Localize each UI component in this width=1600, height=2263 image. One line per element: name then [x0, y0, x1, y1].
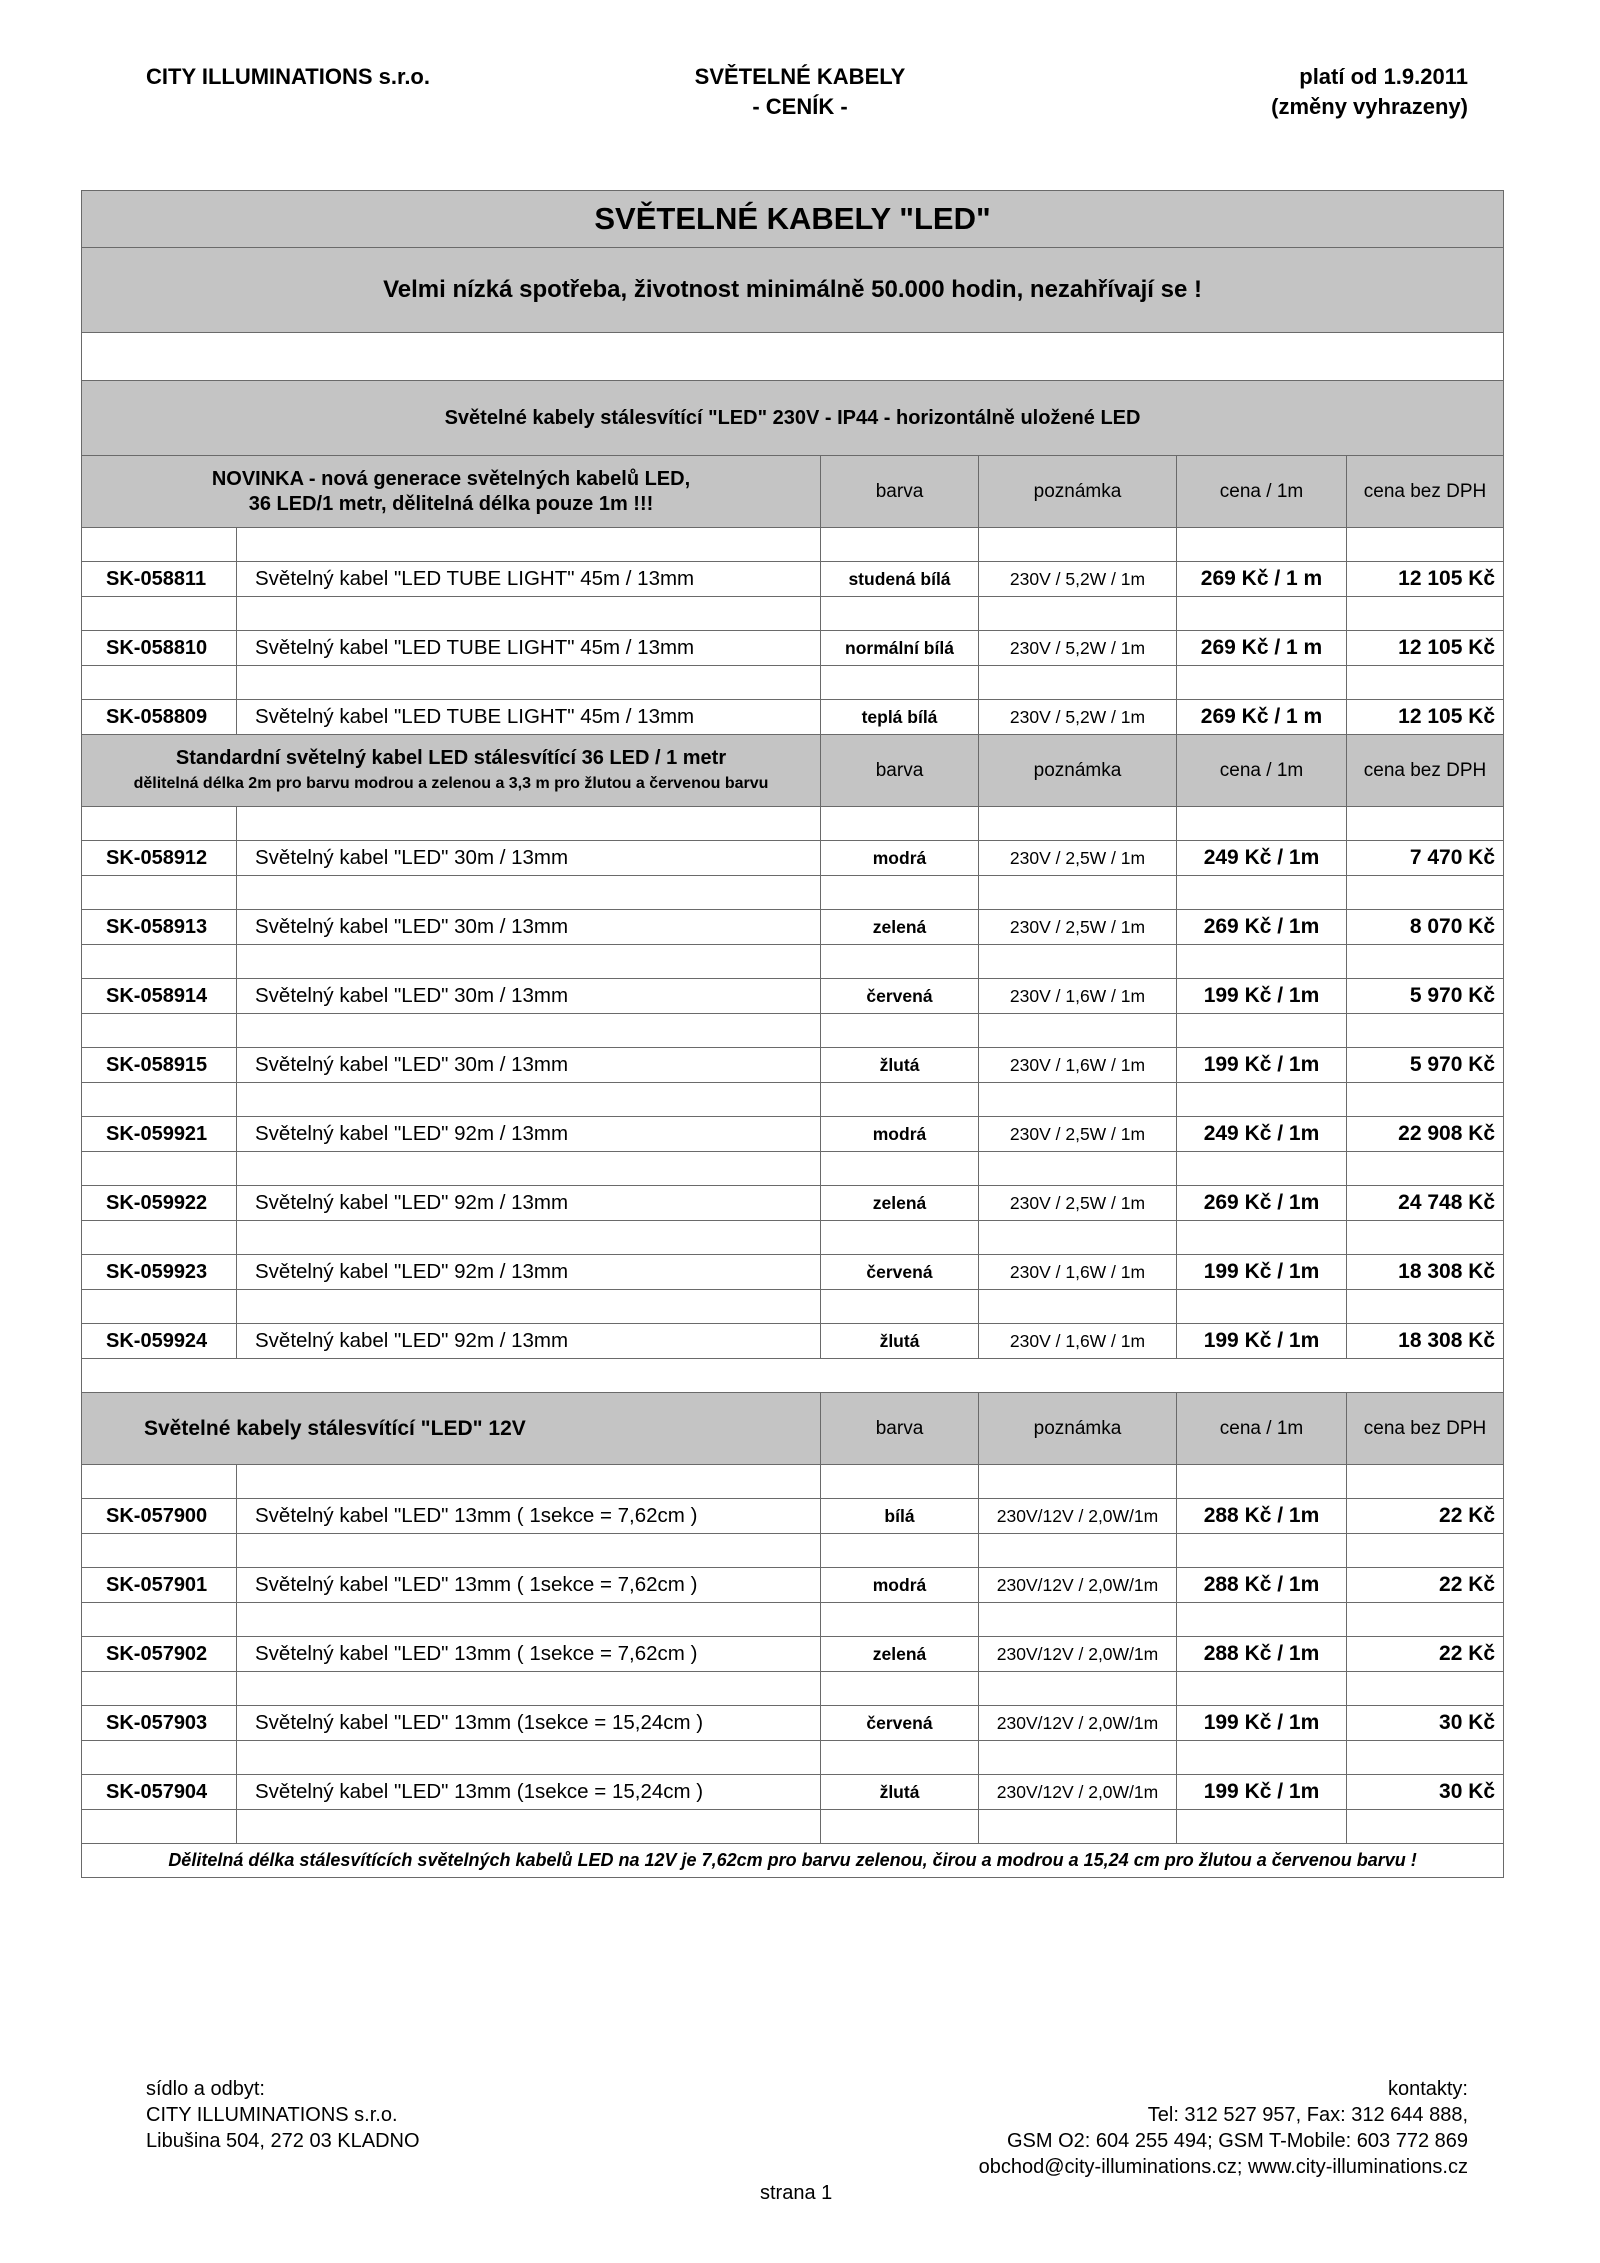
spacer-cell [1177, 1152, 1347, 1186]
section-description-line2: dělitelná délka 2m pro barvu modrou a zelenou a 3,3 m pro žlutou a červenou barvu [133, 774, 769, 792]
table-row [82, 1324, 1504, 1359]
product-code: SK-058809 [82, 700, 237, 735]
spacer-cell [979, 1741, 1177, 1775]
spacer-cell [82, 1465, 237, 1499]
spacer-cell [82, 1534, 237, 1568]
spacer-cell [821, 1534, 979, 1568]
spacer-cell [821, 1152, 979, 1186]
blank-row [82, 1359, 1504, 1393]
spacer-cell [237, 1221, 821, 1255]
product-name: Světelný kabel "LED" 92m / 13mm [237, 1255, 821, 1290]
spacer-cell [979, 528, 1177, 562]
product-name: Světelný kabel "LED" 92m / 13mm [237, 1117, 821, 1152]
table-row [82, 979, 1504, 1014]
product-price: 288 Kč / 1m [1177, 1499, 1347, 1534]
spacer-cell [1177, 1603, 1347, 1637]
spacer-cell [1177, 1810, 1347, 1844]
spacer-row [82, 1152, 1504, 1186]
product-total: 5 970 Kč [1347, 1048, 1504, 1083]
table-row [82, 1775, 1504, 1810]
product-color: červená [821, 1255, 979, 1290]
product-code: SK-058913 [82, 910, 237, 945]
product-color: teplá bílá [821, 700, 979, 735]
product-color: modrá [821, 841, 979, 876]
product-name: Světelný kabel "LED" 13mm (1sekce = 15,24cm ) [237, 1775, 821, 1810]
product-total: 22 Kč [1347, 1568, 1504, 1603]
spacer-cell [237, 1465, 821, 1499]
document-title [600, 62, 1000, 122]
spacer-cell [979, 1810, 1177, 1844]
group-title-row [82, 381, 1504, 456]
table-footnote: Dělitelná délka stálesvítících světelných kabelů LED na 12V je 7,62cm pro barvu zelenou, čirou a modrou a 15,24 cm pro žlutou a červenou barvu ! [82, 1844, 1504, 1878]
spacer-cell [1347, 1083, 1504, 1117]
spacer-cell [82, 597, 237, 631]
spacer-cell [1347, 945, 1504, 979]
spacer-cell [1347, 1810, 1504, 1844]
product-price: 269 Kč / 1 m [1177, 631, 1347, 666]
product-name: Světelný kabel "LED" 30m / 13mm [237, 910, 821, 945]
column-header-total: cena bez DPH [1347, 1393, 1504, 1465]
table-title-row [82, 191, 1504, 248]
spacer-cell [979, 1290, 1177, 1324]
product-price: 249 Kč / 1m [1177, 841, 1347, 876]
table-subtitle: Velmi nízká spotřeba, životnost minimálně 50.000 hodin, nezahřívají se ! [82, 248, 1504, 333]
spacer-row [82, 876, 1504, 910]
spacer-cell [1347, 1534, 1504, 1568]
product-note: 230V/12V / 2,0W/1m [979, 1775, 1177, 1810]
product-price: 199 Kč / 1m [1177, 979, 1347, 1014]
product-total: 7 470 Kč [1347, 841, 1504, 876]
table-row [82, 1637, 1504, 1672]
section-description [82, 456, 821, 528]
product-code: SK-057902 [82, 1637, 237, 1672]
product-note: 230V / 1,6W / 1m [979, 1255, 1177, 1290]
spacer-cell [1177, 1221, 1347, 1255]
product-name: Světelný kabel "LED" 13mm ( 1sekce = 7,62cm ) [237, 1499, 821, 1534]
table-row [82, 631, 1504, 666]
blank-cell [82, 1359, 1504, 1393]
product-price: 199 Kč / 1m [1177, 1775, 1347, 1810]
product-color: zelená [821, 1637, 979, 1672]
spacer-cell [1347, 1152, 1504, 1186]
spacer-cell [821, 1014, 979, 1048]
product-price: 199 Kč / 1m [1177, 1255, 1347, 1290]
spacer-cell [1347, 1014, 1504, 1048]
product-code: SK-058915 [82, 1048, 237, 1083]
column-header-note: poznámka [979, 1393, 1177, 1465]
product-color: modrá [821, 1568, 979, 1603]
table-row [82, 700, 1504, 735]
table-row [82, 1117, 1504, 1152]
spacer-cell [979, 1221, 1177, 1255]
spacer-cell [821, 1603, 979, 1637]
spacer-row [82, 1741, 1504, 1775]
product-note: 230V / 2,5W / 1m [979, 1117, 1177, 1152]
footer-gsm: GSM O2: 604 255 494; GSM T-Mobile: 603 772 869 [1006, 2130, 1468, 2152]
section-description [82, 1393, 821, 1465]
column-header-color: barva [821, 1393, 979, 1465]
product-code: SK-059921 [82, 1117, 237, 1152]
table-row [82, 841, 1504, 876]
column-header-price: cena / 1m [1177, 735, 1347, 807]
document-subtitle-line: - CENÍK - [752, 94, 848, 119]
table-row [82, 1568, 1504, 1603]
product-total: 30 Kč [1347, 1706, 1504, 1741]
valid-from: platí od 1.9.2011 [1299, 64, 1468, 89]
product-price: 288 Kč / 1m [1177, 1637, 1347, 1672]
footer-company: CITY ILLUMINATIONS s.r.o. [146, 2104, 398, 2126]
footer-address [146, 2076, 420, 2154]
column-header-color: barva [821, 456, 979, 528]
product-price: 269 Kč / 1 m [1177, 562, 1347, 597]
spacer-cell [821, 666, 979, 700]
spacer-cell [979, 1672, 1177, 1706]
spacer-cell [1177, 1672, 1347, 1706]
spacer-cell [821, 1465, 979, 1499]
table-row [82, 562, 1504, 597]
spacer-cell [1177, 597, 1347, 631]
spacer-cell [821, 945, 979, 979]
spacer-cell [821, 876, 979, 910]
product-price: 199 Kč / 1m [1177, 1324, 1347, 1359]
spacer-cell [1177, 1014, 1347, 1048]
column-header-note: poznámka [979, 456, 1177, 528]
product-name: Světelný kabel "LED TUBE LIGHT" 45m / 13mm [237, 700, 821, 735]
product-note: 230V / 2,5W / 1m [979, 841, 1177, 876]
column-header-note: poznámka [979, 735, 1177, 807]
spacer-cell [237, 945, 821, 979]
spacer-row [82, 1534, 1504, 1568]
spacer-cell [1177, 807, 1347, 841]
spacer-cell [821, 597, 979, 631]
product-total: 18 308 Kč [1347, 1324, 1504, 1359]
spacer-row [82, 666, 1504, 700]
product-price: 269 Kč / 1 m [1177, 700, 1347, 735]
spacer-cell [237, 1290, 821, 1324]
spacer-cell [1347, 1672, 1504, 1706]
section-description-line1: NOVINKA - nová generace světelných kabelů LED, [211, 467, 691, 490]
product-color: červená [821, 1706, 979, 1741]
product-price: 269 Kč / 1m [1177, 910, 1347, 945]
spacer-cell [82, 1221, 237, 1255]
spacer-cell [979, 1534, 1177, 1568]
product-name: Světelný kabel "LED" 92m / 13mm [237, 1324, 821, 1359]
price-list-body [82, 191, 1504, 1878]
table-row [82, 1499, 1504, 1534]
product-note: 230V/12V / 2,0W/1m [979, 1706, 1177, 1741]
spacer-cell [237, 1741, 821, 1775]
spacer-cell [1177, 1465, 1347, 1499]
spacer-cell [821, 1290, 979, 1324]
spacer-cell [1177, 1534, 1347, 1568]
document-title-line: SVĚTELNÉ KABELY [694, 64, 906, 89]
spacer-row [82, 807, 1504, 841]
product-note: 230V / 5,2W / 1m [979, 562, 1177, 597]
spacer-cell [82, 666, 237, 700]
product-total: 22 Kč [1347, 1637, 1504, 1672]
product-total: 12 105 Kč [1347, 631, 1504, 666]
spacer-row [82, 1290, 1504, 1324]
spacer-cell [237, 1534, 821, 1568]
product-color: červená [821, 979, 979, 1014]
spacer-row [82, 1221, 1504, 1255]
footnote-row [82, 1844, 1504, 1878]
table-subtitle-row [82, 248, 1504, 333]
spacer-cell [82, 1290, 237, 1324]
spacer-cell [1347, 597, 1504, 631]
product-name: Světelný kabel "LED TUBE LIGHT" 45m / 13mm [237, 562, 821, 597]
table-row [82, 1186, 1504, 1221]
spacer-cell [82, 1810, 237, 1844]
table-title: SVĚTELNÉ KABELY "LED" [82, 191, 1504, 248]
product-color: normální bílá [821, 631, 979, 666]
blank-row [82, 333, 1504, 381]
product-total: 22 Kč [1347, 1499, 1504, 1534]
product-code: SK-059924 [82, 1324, 237, 1359]
price-list-table [81, 190, 1504, 1878]
product-code: SK-057900 [82, 1499, 237, 1534]
product-name: Světelný kabel "LED" 13mm (1sekce = 15,24cm ) [237, 1706, 821, 1741]
product-price: 288 Kč / 1m [1177, 1568, 1347, 1603]
column-header-color: barva [821, 735, 979, 807]
spacer-cell [979, 1083, 1177, 1117]
footer-street: Libušina 504, 272 03 KLADNO [146, 2130, 420, 2152]
spacer-cell [1347, 666, 1504, 700]
product-note: 230V / 2,5W / 1m [979, 910, 1177, 945]
product-code: SK-059923 [82, 1255, 237, 1290]
product-total: 8 070 Kč [1347, 910, 1504, 945]
spacer-cell [82, 1014, 237, 1048]
spacer-cell [1347, 1290, 1504, 1324]
product-total: 30 Kč [1347, 1775, 1504, 1810]
product-total: 12 105 Kč [1347, 700, 1504, 735]
product-color: zelená [821, 1186, 979, 1221]
spacer-cell [979, 1152, 1177, 1186]
column-header-total: cena bez DPH [1347, 456, 1504, 528]
section-description-line1: Světelné kabely stálesvítící "LED" 12V [144, 1417, 526, 1440]
product-name: Světelný kabel "LED TUBE LIGHT" 45m / 13mm [237, 631, 821, 666]
product-name: Světelný kabel "LED" 30m / 13mm [237, 841, 821, 876]
spacer-cell [237, 1603, 821, 1637]
table-row [82, 1255, 1504, 1290]
spacer-cell [82, 1603, 237, 1637]
spacer-row [82, 945, 1504, 979]
product-price: 199 Kč / 1m [1177, 1706, 1347, 1741]
spacer-cell [821, 1221, 979, 1255]
company-name: CITY ILLUMINATIONS s.r.o. [146, 64, 430, 89]
spacer-cell [1347, 1221, 1504, 1255]
table-row [82, 1706, 1504, 1741]
section-header-row [82, 735, 1504, 807]
spacer-cell [82, 1741, 237, 1775]
spacer-cell [82, 945, 237, 979]
spacer-row [82, 1672, 1504, 1706]
spacer-cell [979, 807, 1177, 841]
table-row [82, 910, 1504, 945]
product-color: zelená [821, 910, 979, 945]
product-name: Světelný kabel "LED" 30m / 13mm [237, 1048, 821, 1083]
product-total: 12 105 Kč [1347, 562, 1504, 597]
section-description-line2: 36 LED/1 metr, dělitelná délka pouze 1m !!! [248, 492, 654, 515]
validity-info [1271, 62, 1468, 122]
product-total: 5 970 Kč [1347, 979, 1504, 1014]
product-price: 269 Kč / 1m [1177, 1186, 1347, 1221]
spacer-cell [979, 1603, 1177, 1637]
product-color: žlutá [821, 1048, 979, 1083]
spacer-cell [979, 1465, 1177, 1499]
product-name: Světelný kabel "LED" 30m / 13mm [237, 979, 821, 1014]
spacer-cell [82, 1083, 237, 1117]
product-note: 230V / 5,2W / 1m [979, 631, 1177, 666]
spacer-cell [979, 945, 1177, 979]
spacer-cell [821, 1741, 979, 1775]
table-row [82, 1048, 1504, 1083]
changes-reserved: (změny vyhrazeny) [1271, 94, 1468, 119]
section-description-line1: Standardní světelný kabel LED stálesvítící 36 LED / 1 metr [175, 746, 727, 769]
product-name: Světelný kabel "LED" 13mm ( 1sekce = 7,62cm ) [237, 1568, 821, 1603]
product-code: SK-058811 [82, 562, 237, 597]
product-code: SK-057901 [82, 1568, 237, 1603]
spacer-cell [821, 807, 979, 841]
product-color: bílá [821, 1499, 979, 1534]
spacer-cell [1177, 528, 1347, 562]
spacer-cell [1177, 945, 1347, 979]
spacer-cell [821, 528, 979, 562]
product-total: 24 748 Kč [1347, 1186, 1504, 1221]
product-code: SK-057904 [82, 1775, 237, 1810]
column-header-price: cena / 1m [1177, 1393, 1347, 1465]
spacer-cell [821, 1810, 979, 1844]
spacer-cell [237, 1672, 821, 1706]
spacer-row [82, 1014, 1504, 1048]
spacer-cell [237, 1810, 821, 1844]
section-header-row [82, 1393, 1504, 1465]
spacer-cell [82, 1672, 237, 1706]
product-note: 230V/12V / 2,0W/1m [979, 1637, 1177, 1672]
product-note: 230V / 1,6W / 1m [979, 1324, 1177, 1359]
spacer-cell [82, 876, 237, 910]
footer-seat-label: sídlo a odbyt: [146, 2078, 265, 2100]
footer-contacts-label: kontakty: [1387, 2078, 1468, 2100]
spacer-cell [1347, 1465, 1504, 1499]
spacer-cell [237, 876, 821, 910]
spacer-cell [237, 666, 821, 700]
product-name: Světelný kabel "LED" 92m / 13mm [237, 1186, 821, 1221]
product-color: studená bílá [821, 562, 979, 597]
spacer-cell [237, 528, 821, 562]
spacer-cell [1347, 876, 1504, 910]
spacer-cell [237, 1014, 821, 1048]
spacer-cell [1177, 1290, 1347, 1324]
product-note: 230V / 1,6W / 1m [979, 979, 1177, 1014]
spacer-cell [1177, 1083, 1347, 1117]
footer-phone: Tel: 312 527 957, Fax: 312 644 888, [1147, 2104, 1468, 2126]
spacer-cell [979, 666, 1177, 700]
product-color: modrá [821, 1117, 979, 1152]
spacer-cell [1347, 1741, 1504, 1775]
product-note: 230V / 1,6W / 1m [979, 1048, 1177, 1083]
spacer-row [82, 528, 1504, 562]
spacer-cell [237, 597, 821, 631]
spacer-cell [821, 1672, 979, 1706]
product-code: SK-058914 [82, 979, 237, 1014]
spacer-row [82, 1810, 1504, 1844]
spacer-row [82, 1465, 1504, 1499]
section-description [82, 735, 821, 807]
product-total: 18 308 Kč [1347, 1255, 1504, 1290]
footer-contacts [979, 2076, 1468, 2180]
spacer-cell [82, 528, 237, 562]
spacer-cell [237, 1152, 821, 1186]
product-color: žlutá [821, 1775, 979, 1810]
product-code: SK-058810 [82, 631, 237, 666]
spacer-row [82, 1083, 1504, 1117]
product-note: 230V / 2,5W / 1m [979, 1186, 1177, 1221]
product-note: 230V/12V / 2,0W/1m [979, 1568, 1177, 1603]
product-price: 199 Kč / 1m [1177, 1048, 1347, 1083]
spacer-cell [82, 1152, 237, 1186]
product-code: SK-059922 [82, 1186, 237, 1221]
section-header-row [82, 456, 1504, 528]
product-code: SK-057903 [82, 1706, 237, 1741]
spacer-cell [979, 1014, 1177, 1048]
spacer-row [82, 597, 1504, 631]
product-color: žlutá [821, 1324, 979, 1359]
spacer-cell [1347, 807, 1504, 841]
spacer-cell [237, 807, 821, 841]
spacer-cell [821, 1083, 979, 1117]
column-header-price: cena / 1m [1177, 456, 1347, 528]
product-name: Světelný kabel "LED" 13mm ( 1sekce = 7,62cm ) [237, 1637, 821, 1672]
product-code: SK-058912 [82, 841, 237, 876]
spacer-cell [82, 807, 237, 841]
spacer-cell [979, 597, 1177, 631]
spacer-cell [1177, 876, 1347, 910]
spacer-cell [1347, 528, 1504, 562]
product-note: 230V / 5,2W / 1m [979, 700, 1177, 735]
spacer-cell [1347, 1603, 1504, 1637]
page-number: strana 1 [760, 2182, 833, 2204]
spacer-row [82, 1603, 1504, 1637]
spacer-cell [1177, 1741, 1347, 1775]
group-title: Světelné kabely stálesvítící "LED" 230V - IP44 - horizontálně uložené LED [82, 381, 1504, 456]
spacer-cell [1177, 666, 1347, 700]
product-total: 22 908 Kč [1347, 1117, 1504, 1152]
product-note: 230V/12V / 2,0W/1m [979, 1499, 1177, 1534]
column-header-total: cena bez DPH [1347, 735, 1504, 807]
product-price: 249 Kč / 1m [1177, 1117, 1347, 1152]
footer-email-web: obchod@city-illuminations.cz; www.city-illuminations.cz [978, 2156, 1468, 2178]
spacer-cell [979, 876, 1177, 910]
spacer-cell [237, 1083, 821, 1117]
